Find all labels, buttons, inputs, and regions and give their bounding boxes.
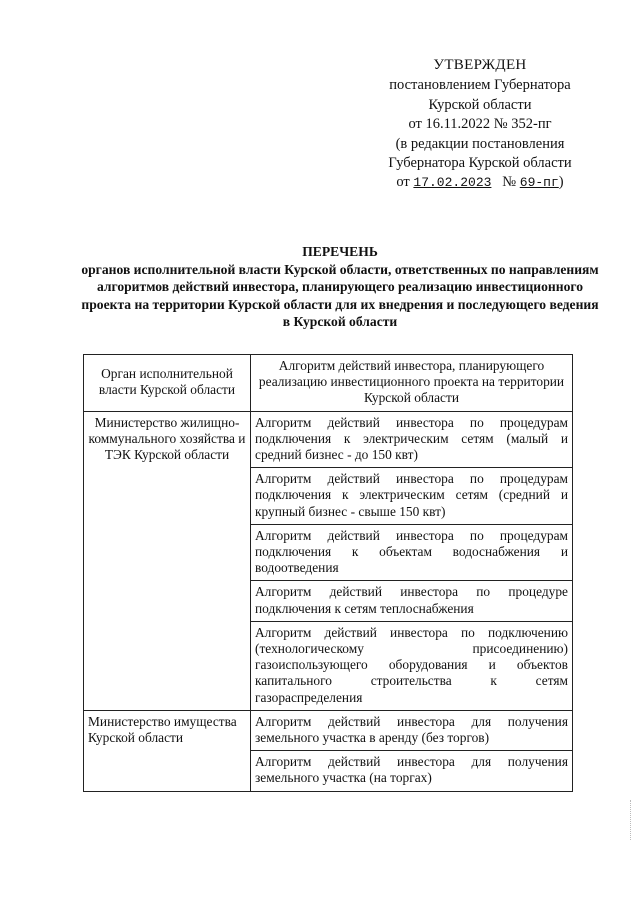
algorithm-cell: Алгоритм действий инвестора по процедурам подключения к объектам водоснабжения и водоотведения xyxy=(251,524,573,581)
table-row xyxy=(84,710,573,750)
approval-line: (в редакции постановления xyxy=(395,135,565,152)
responsibility-table xyxy=(83,354,573,792)
amendment-date: 17.02.2023 xyxy=(413,175,492,191)
algorithm-cell: Алгоритм действий инвестора для получения земельного участка в аренду (без торгов) xyxy=(251,710,573,750)
approval-line: Курской области xyxy=(428,96,532,113)
closing-paren: ) xyxy=(558,174,564,191)
number-label: № xyxy=(502,174,517,191)
organ-cell: Министерство жилищно-коммунального хозяйства и ТЭК Курской области xyxy=(84,411,251,710)
header-algorithm: Алгоритм действий инвестора, планирующего реализацию инвестиционного проекта на территории Курской области xyxy=(251,355,573,412)
approval-line: от 16.11.2022 № 352-пг xyxy=(408,116,552,133)
algorithm-cell: Алгоритм действий инвестора для получения земельного участка (на торгах) xyxy=(251,751,573,791)
header-organ: Орган исполнительной власти Курской области xyxy=(84,355,251,412)
scan-edge-mark xyxy=(630,800,637,840)
approval-stamp: УТВЕРЖДЕН xyxy=(433,57,527,73)
algorithm-cell: Алгоритм действий инвестора по подключению (технологическому присоединению) газоиспользующего оборудования и объектов капитального строительства к сетям газораспределения xyxy=(251,621,573,710)
document-heading xyxy=(78,243,602,331)
table-row xyxy=(84,411,573,468)
document-title: ПЕРЕЧЕНЬ xyxy=(302,244,378,259)
amendment-line xyxy=(370,173,590,192)
table-header-row xyxy=(84,355,573,412)
algorithm-cell: Алгоритм действий инвестора по процедурам подключения к электрическим сетям (малый и средний бизнес - до 150 квт) xyxy=(251,411,573,468)
document-subtitle: органов исполнительной власти Курской области, ответственных по направлениям алгоритмов действий инвестора, планирующего реализацию инвестиционного проекта на территории Курской области для их внедрения и последующего ведения в Курской области xyxy=(81,261,599,330)
algorithm-cell: Алгоритм действий инвестора по процедуре подключения к сетям теплоснабжения xyxy=(251,581,573,621)
approval-line: постановлением Губернатора xyxy=(389,77,571,94)
organ-cell: Министерство имущества Курской области xyxy=(84,710,251,791)
from-label: от xyxy=(396,174,410,191)
algorithm-cell: Алгоритм действий инвестора по процедурам подключения к электрическим сетям (средний и крупный бизнес - свыше 150 квт) xyxy=(251,468,573,525)
approval-line: Губернатора Курской области xyxy=(388,155,572,172)
approval-block xyxy=(370,56,590,193)
amendment-number: 69-пг xyxy=(519,175,559,191)
